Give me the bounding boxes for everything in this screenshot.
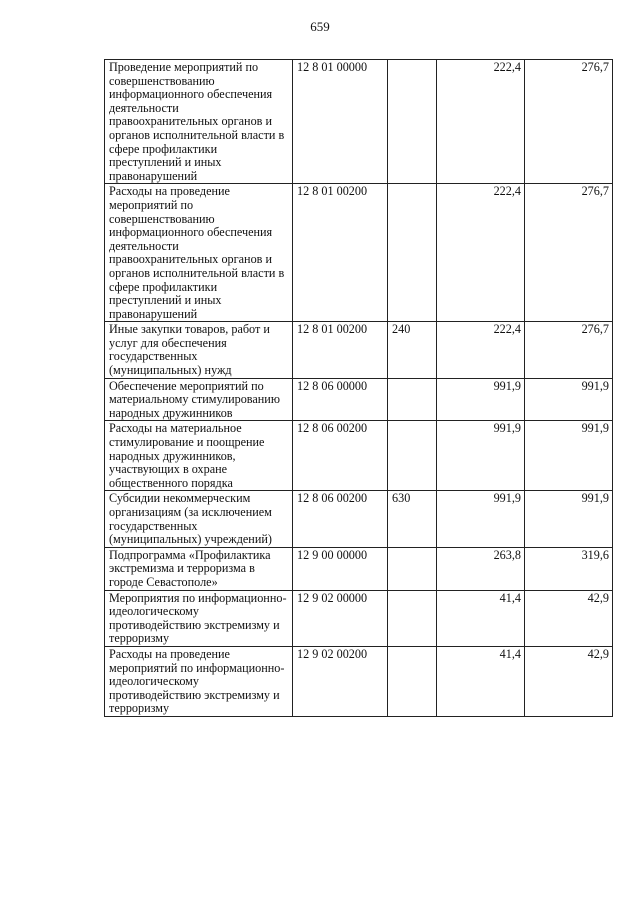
- table-row: [105, 421, 613, 491]
- table-row: [105, 60, 613, 184]
- expense-type-code-cell: [388, 184, 437, 322]
- table-row: [105, 378, 613, 421]
- expense-type-code-cell: 240: [388, 322, 437, 378]
- target-article-code-cell: 12 9 00 00000: [293, 547, 388, 590]
- amount-year2-cell: 276,7: [525, 184, 613, 322]
- expense-name-cell: Расходы на проведение мероприятий по информационно-идеологическому противодействию экстремизму и терроризму: [105, 646, 293, 716]
- amount-year2-cell: 991,9: [525, 421, 613, 491]
- amount-year1-cell: 222,4: [437, 184, 525, 322]
- expense-name-cell: Иные закупки товаров, работ и услуг для обеспечения государственных (муниципальных) нужд: [105, 322, 293, 378]
- amount-year2-cell: 991,9: [525, 378, 613, 421]
- expense-type-code-cell: 630: [388, 491, 437, 547]
- expense-name-cell: Мероприятия по информационно-идеологическому противодействию экстремизму и терроризму: [105, 590, 293, 646]
- amount-year1-cell: 222,4: [437, 322, 525, 378]
- expense-name-cell: Расходы на проведение мероприятий по совершенствованию информационного обеспечения деятельности правоохранительных органов и органов исполнительной власти в сфере профилактики преступлений и иных правонарушений: [105, 184, 293, 322]
- amount-year1-cell: 222,4: [437, 60, 525, 184]
- target-article-code-cell: 12 8 01 00200: [293, 322, 388, 378]
- expense-name-cell: Проведение мероприятий по совершенствованию информационного обеспечения деятельности правоохранительных органов и органов исполнительной власти в сфере профилактики преступлений и иных правонарушений: [105, 60, 293, 184]
- expense-type-code-cell: [388, 60, 437, 184]
- budget-table-body: [105, 60, 613, 717]
- expense-type-code-cell: [388, 421, 437, 491]
- expense-name-cell: Подпрограмма «Профилактика экстремизма и терроризма в городе Севастополе»: [105, 547, 293, 590]
- amount-year1-cell: 991,9: [437, 378, 525, 421]
- target-article-code-cell: 12 9 02 00200: [293, 646, 388, 716]
- target-article-code-cell: 12 8 01 00000: [293, 60, 388, 184]
- expense-name-cell: Расходы на материальное стимулирование и поощрение народных дружинников, участвующих в охране общественного порядка: [105, 421, 293, 491]
- amount-year1-cell: 41,4: [437, 646, 525, 716]
- table-row: [105, 646, 613, 716]
- amount-year1-cell: 991,9: [437, 491, 525, 547]
- budget-table: [104, 59, 613, 717]
- amount-year1-cell: 263,8: [437, 547, 525, 590]
- amount-year2-cell: 276,7: [525, 60, 613, 184]
- amount-year1-cell: 991,9: [437, 421, 525, 491]
- table-row: [105, 547, 613, 590]
- page-number: 659: [310, 19, 330, 34]
- target-article-code-cell: 12 8 06 00000: [293, 378, 388, 421]
- expense-name-cell: Субсидии некоммерческим организациям (за исключением государственных (муниципальных) учреждений): [105, 491, 293, 547]
- expense-type-code-cell: [388, 378, 437, 421]
- expense-type-code-cell: [388, 547, 437, 590]
- amount-year2-cell: 42,9: [525, 590, 613, 646]
- target-article-code-cell: 12 8 06 00200: [293, 491, 388, 547]
- target-article-code-cell: 12 9 02 00000: [293, 590, 388, 646]
- expense-name-cell: Обеспечение мероприятий по материальному стимулированию народных дружинников: [105, 378, 293, 421]
- amount-year2-cell: 42,9: [525, 646, 613, 716]
- amount-year2-cell: 991,9: [525, 491, 613, 547]
- target-article-code-cell: 12 8 01 00200: [293, 184, 388, 322]
- table-row: [105, 491, 613, 547]
- table-row: [105, 590, 613, 646]
- amount-year1-cell: 41,4: [437, 590, 525, 646]
- target-article-code-cell: 12 8 06 00200: [293, 421, 388, 491]
- table-row: [105, 322, 613, 378]
- amount-year2-cell: 276,7: [525, 322, 613, 378]
- expense-type-code-cell: [388, 590, 437, 646]
- expense-type-code-cell: [388, 646, 437, 716]
- table-row: [105, 184, 613, 322]
- amount-year2-cell: 319,6: [525, 547, 613, 590]
